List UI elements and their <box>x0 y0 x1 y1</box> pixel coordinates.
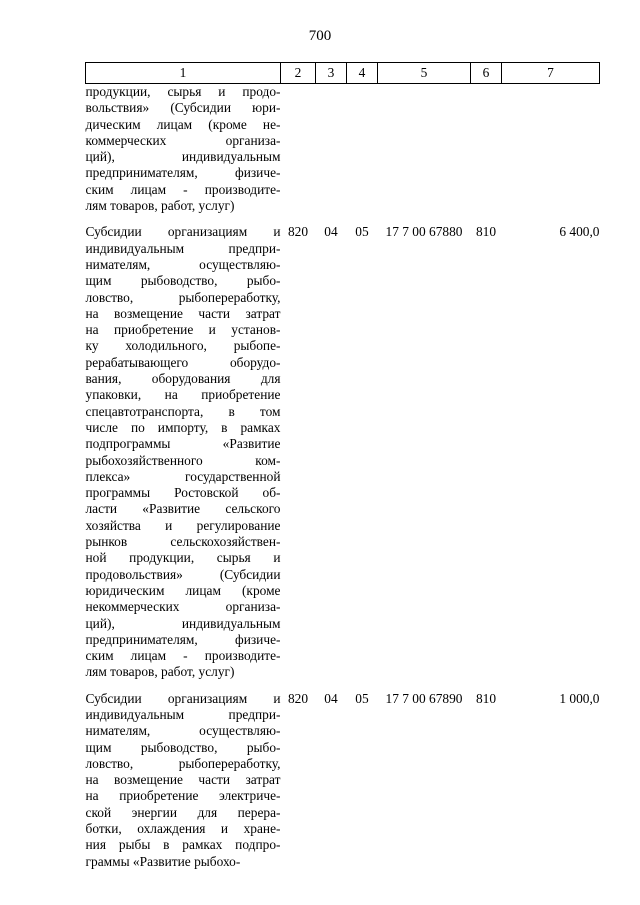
section-code-cell: 04 <box>324 224 338 240</box>
description-line: на возмещение части затрат <box>85 305 281 321</box>
description-line: нимателям, осуществляю- <box>85 723 281 739</box>
description-line: ку холодильного, рыбопе- <box>85 338 281 354</box>
target-article-cell <box>378 84 471 215</box>
description-line: программы Ростовской об- <box>85 485 281 501</box>
subsection-code-cell: 05 <box>355 224 369 240</box>
description-line: ций), индивидуальным <box>85 615 281 631</box>
description-line: граммы «Развитие рыбохо- <box>85 853 241 869</box>
description-line: подпрограммы «Развитие <box>85 436 281 452</box>
description-line: предпринимателям, физиче- <box>85 631 281 647</box>
description-line: ским лицам - производите- <box>85 648 281 664</box>
description-line: ций), индивидуальным <box>85 149 281 165</box>
description-line: ским лицам - производите- <box>85 181 281 197</box>
amount-cell <box>502 84 600 215</box>
description-line: ния рыбы в рамках подпро- <box>85 837 281 853</box>
description-line: индивидуальным предпри- <box>85 240 281 256</box>
table-header-row <box>86 63 600 84</box>
column-header: 7 <box>502 63 600 84</box>
description-line: рыбохозяйственного ком- <box>85 452 281 468</box>
description-line: хозяйства и регулирование <box>85 517 281 533</box>
description-line: числе по импорту, в рамках <box>85 419 281 435</box>
amount-cell: 6 400,0 <box>559 224 600 240</box>
description-line: лям товаров, работ, услуг) <box>85 664 235 680</box>
expense-type-cell: 810 <box>475 224 497 240</box>
description-line: юридическим лицам (кроме <box>85 582 281 598</box>
description-line: рерабатывающего оборудо- <box>85 354 281 370</box>
description-line: рынков сельскохозяйствен- <box>85 534 281 550</box>
column-header: 3 <box>316 63 347 84</box>
description-line: ловство, рыбопереработку, <box>85 755 281 771</box>
target-article-cell: 17 7 00 67890 <box>385 690 463 706</box>
description-line: предпринимателям, физиче- <box>85 165 281 181</box>
table-row <box>86 84 600 215</box>
description-line: лям товаров, работ, услуг) <box>85 198 235 214</box>
section-code-cell <box>316 84 347 215</box>
page-number: 700 <box>308 28 332 44</box>
column-header: 2 <box>281 63 316 84</box>
description-line: щим рыбоводство, рыбо- <box>85 273 281 289</box>
expense-type-cell <box>471 84 502 215</box>
description-line: ской энергии для перера- <box>85 804 281 820</box>
column-header: 5 <box>378 63 471 84</box>
description-line: на приобретение и установ- <box>85 322 281 338</box>
description-line: дическим лицам (кроме не- <box>85 116 281 132</box>
column-header: 1 <box>86 63 281 84</box>
column-header: 6 <box>471 63 502 84</box>
description-line: вания, оборудования для <box>85 371 281 387</box>
description-line: вольствия» (Субсидии юри- <box>85 100 281 116</box>
description-line: коммерческих организа- <box>85 132 281 148</box>
description-line: упаковки, на приобретение <box>85 387 281 403</box>
section-code-cell: 04 <box>324 690 338 706</box>
column-header: 4 <box>347 63 378 84</box>
description-line: индивидуальным предпри- <box>85 706 281 722</box>
description-line: ловство, рыбопереработку, <box>85 289 281 305</box>
description-line: продукции, сырья и продо- <box>85 84 281 99</box>
row-description <box>86 681 281 870</box>
expense-type-cell: 810 <box>475 690 497 706</box>
description-line: спецавтотранспорта, в том <box>85 403 281 419</box>
subsection-code-cell <box>347 84 378 215</box>
description-line: ласти «Развитие сельского <box>85 501 281 517</box>
description-line: ной продукции, сырья и <box>85 550 281 566</box>
description-line: щим рыбоводство, рыбо- <box>85 739 281 755</box>
description-line: на приобретение электриче- <box>85 788 281 804</box>
budget-table <box>85 62 600 870</box>
row-description <box>86 214 281 680</box>
description-line: на возмещение части затрат <box>85 772 281 788</box>
description-line: Субсидии организациям и <box>85 690 281 706</box>
subsection-code-cell: 05 <box>355 690 369 706</box>
table-row <box>86 214 600 680</box>
admin-code-cell <box>281 84 316 215</box>
admin-code-cell: 820 <box>287 224 309 240</box>
admin-code-cell: 820 <box>287 690 309 706</box>
row-description <box>86 84 281 215</box>
description-line: Субсидии организациям и <box>85 224 281 240</box>
description-line: продовольствия» (Субсидии <box>85 566 281 582</box>
target-article-cell: 17 7 00 67880 <box>385 224 463 240</box>
table-row <box>86 681 600 870</box>
description-line: нимателям, осуществляю- <box>85 256 281 272</box>
amount-cell: 1 000,0 <box>559 690 600 706</box>
description-line: некоммерческих организа- <box>85 599 281 615</box>
description-line: ботки, охлаждения и хране- <box>85 821 281 837</box>
description-line: плекса» государственной <box>85 468 281 484</box>
